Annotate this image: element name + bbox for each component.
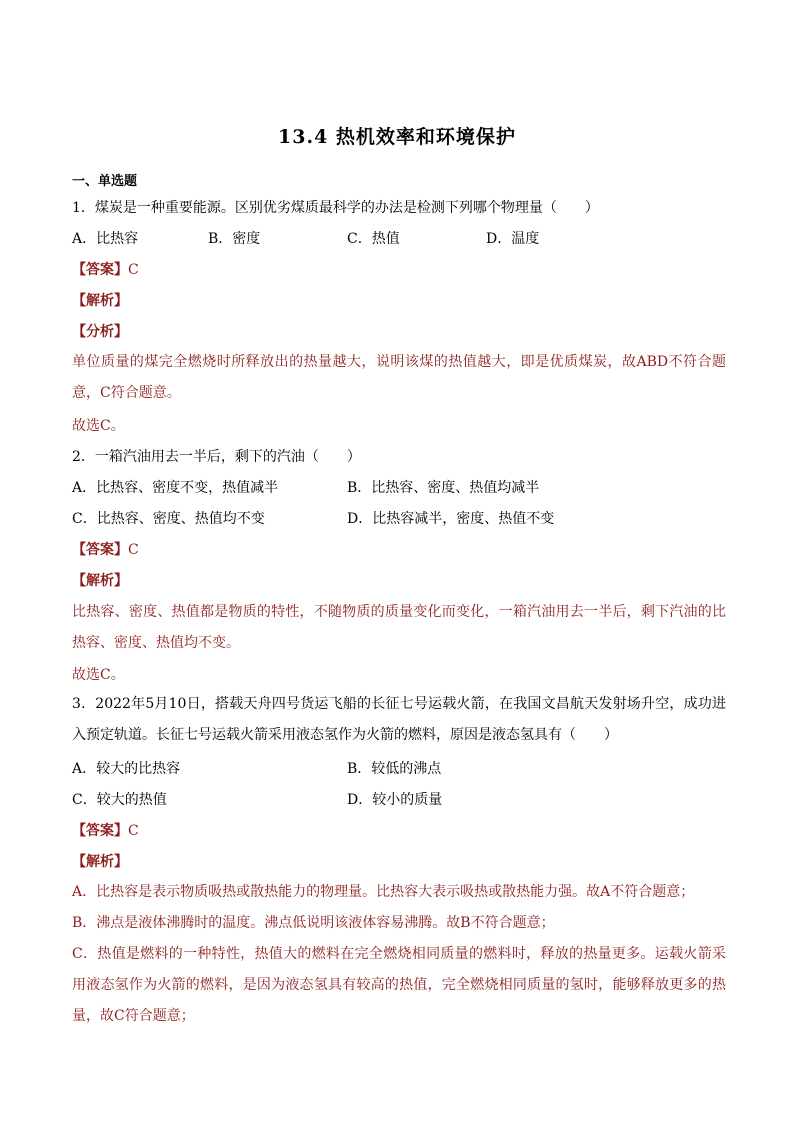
question-2-option-b: B．比热容、密度、热值均减半: [347, 480, 540, 496]
answer-label: 【答案】: [72, 542, 128, 558]
question-1-fenxi-text: 单位质量的煤完全燃烧时所释放出的热量越大，说明该煤的热值越大，即是优质煤炭，故ABD不符合题意，C符合题意。: [72, 354, 726, 401]
question-3-analysis-line-c: C．热值是燃料的一种特性，热值大的燃料在完全燃烧相同质量的燃料时，释放的热量更多。运载火箭采用液态氢作为火箭的燃料，是因为液态氢具有较高的热值，完全燃烧相同质量的氢时，能够释放更多的热量，故C符合题意；: [72, 946, 726, 1024]
answer-value: C: [128, 542, 139, 558]
question-2-analysis-text: 比热容、密度、热值都是物质的特性，不随物质的质量变化而变化，一箱汽油用去一半后，剩下汽油的比热容、密度、热值均不变。: [72, 604, 726, 651]
question-3-option-c: C．较大的热值: [72, 792, 167, 808]
question-3-option-d: D．较小的质量: [347, 792, 443, 808]
question-1-option-b: B．密度: [208, 231, 261, 247]
question-2-answer: [72, 540, 139, 560]
question-1-stem: 1．煤炭是一种重要能源。区别优劣煤质最科学的办法是检测下列哪个物理量（ ）: [72, 200, 599, 216]
answer-value: C: [128, 823, 139, 839]
question-1-option-c: C．热值: [347, 231, 400, 247]
question-3-stem: 3．2022年5月10日，搭载天舟四号货运飞船的长征七号运载火箭，在我国文昌航天发射场升空，成功进入预定轨道。长征七号运载火箭采用液态氢作为火箭的燃料，原因是液态氢具有（ ）: [72, 696, 726, 743]
question-2-stem: 2．一箱汽油用去一半后，剩下的汽油（ ）: [72, 449, 361, 465]
question-3-answer: [72, 821, 139, 841]
question-2-analysis-label: 【解析】: [72, 573, 128, 589]
question-2-option-d: D．比热容减半，密度、热值不变: [347, 511, 555, 527]
section-heading: 一、单选题: [72, 174, 138, 189]
question-3-analysis-line-b: B．沸点是液体沸腾时的温度。沸点低说明该液体容易沸腾。故B不符合题意；: [72, 915, 555, 931]
question-3-option-b: B．较低的沸点: [347, 761, 442, 777]
question-2-option-a: A．比热容、密度不变，热值减半: [72, 480, 279, 496]
page-title: 13.4 热机效率和环境保护: [278, 126, 516, 148]
question-1-analysis-label: 【解析】: [72, 293, 128, 309]
question-1-conclusion: 故选C。: [72, 418, 125, 434]
question-1-fenxi-label: 【分析】: [72, 324, 128, 340]
answer-label: 【答案】: [72, 262, 128, 278]
question-3-option-a: A．较大的比热容: [72, 761, 181, 777]
answer-value: C: [128, 262, 139, 278]
answer-label: 【答案】: [72, 823, 128, 839]
question-2-option-c: C．比热容、密度、热值均不变: [72, 511, 265, 527]
question-3-analysis-line-a: A．比热容是表示物质吸热或散热能力的物理量。比热容大表示吸热或散热能力强。故A不符合题意；: [72, 884, 695, 900]
question-3-analysis-label: 【解析】: [72, 854, 128, 870]
question-1-option-d: D．温度: [486, 231, 540, 247]
question-2-conclusion: 故选C。: [72, 667, 125, 683]
question-1-answer: [72, 260, 139, 280]
question-1-option-a: A．比热容: [72, 231, 139, 247]
